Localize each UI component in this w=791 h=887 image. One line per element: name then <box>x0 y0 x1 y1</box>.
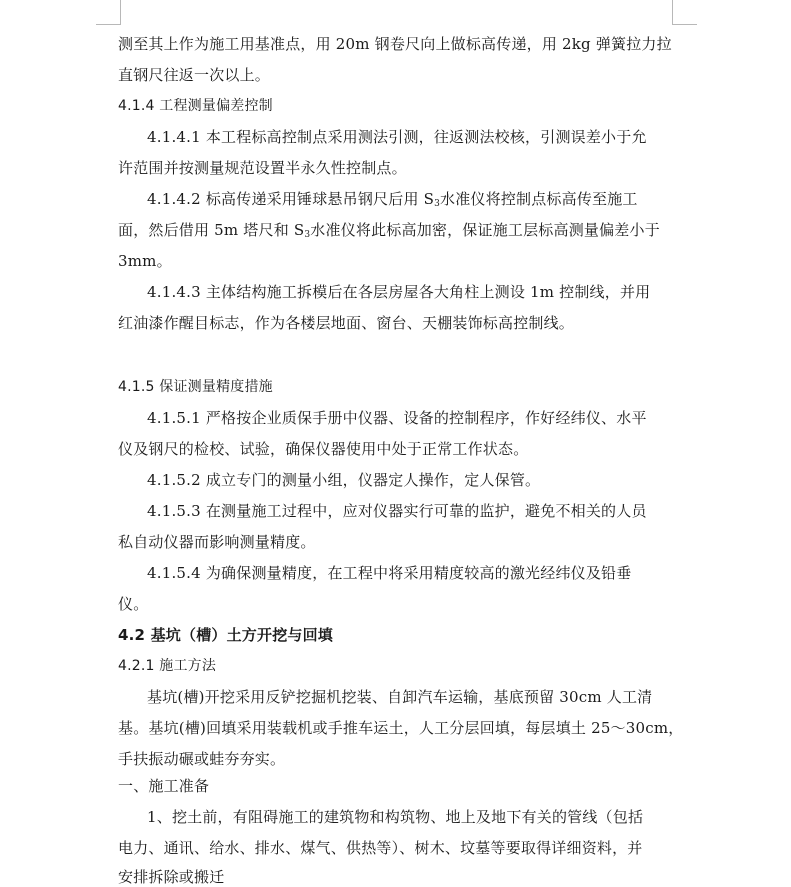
paragraph-line: 测至其上作为施工用基准点，用 20m 钢卷尺向上做标高传递，用 2kg 弹簧拉力拉 <box>118 35 672 53</box>
subscript: 3 <box>434 199 441 209</box>
paragraph-line: 私自动仪器而影响测量精度。 <box>118 533 316 551</box>
paragraph-line: 4.1.5.2 成立专门的测量小组，仪器定人操作，定人保管。 <box>147 471 541 489</box>
paragraph-line: 红油漆作醒目标志，作为各楼层地面、窗台、天棚装饰标高控制线。 <box>118 314 575 332</box>
paragraph-line: 手扶振动碾或蛙夯夯实。 <box>118 750 286 768</box>
paragraph-line: 4.1.5.1 严格按企业质保手册中仪器、设备的控制程序，作好经纬仪、水平 <box>147 409 647 427</box>
text-run: 水准仪将此标高加密，保证施工层标高测量偏差小于 <box>310 221 660 239</box>
subscript: 3 <box>304 230 311 240</box>
paragraph-line: 4.1.5.4 为确保测量精度，在工程中将采用精度较高的激光经纬仪及铅垂 <box>147 564 632 582</box>
chapter-heading: 4.2 基坑（槽）土方开挖与回填 <box>118 626 333 644</box>
paragraph-line: 1、挖土前，有阻碍施工的建筑物和构筑物、地上及地下有关的管线（包括 <box>147 808 644 826</box>
paragraph-line: 电力、通讯、给水、排水、煤气、供热等）、树木、坟墓等要取得详细资料，并 <box>118 839 643 857</box>
paragraph-line: 4.1.5.3 在测量施工过程中，应对仪器实行可靠的监护，避免不相关的人员 <box>147 502 647 520</box>
paragraph-line: 4.1.4.1 本工程标高控制点采用测法引测，往返测法校核，引测误差小于允 <box>147 128 647 146</box>
paragraph-line: 安排拆除或搬迁 <box>118 868 225 886</box>
paragraph-line: 基。基坑(槽)回填采用装载机或手推车运土，人工分层回填，每层填土 25～30cm， <box>118 719 684 737</box>
paragraph-line <box>118 220 660 240</box>
section-heading: 4.1.4 工程测量偏差控制 <box>118 98 273 114</box>
paragraph-line: 仪。 <box>118 595 149 613</box>
text-run: 水准仪将控制点标高传至施工 <box>440 190 638 208</box>
list-heading: 一、施工准备 <box>118 777 210 795</box>
section-heading: 4.2.1 施工方法 <box>118 658 217 674</box>
paragraph-line: 仪及钢尺的检校、试验，确保仪器使用中处于正常工作状态。 <box>118 440 529 458</box>
text-run: 4.1.4.2 标高传递采用锤球悬吊钢尺后用 S <box>147 190 435 208</box>
paragraph-line <box>147 189 638 209</box>
text-run: 面，然后借用 5m 塔尺和 S <box>118 221 305 239</box>
paragraph-line: 直钢尺往返一次以上。 <box>118 66 271 84</box>
paragraph-line: 4.1.4.3 主体结构施工拆模后在各层房屋各大角柱上测设 1m 控制线，并用 <box>147 283 651 301</box>
paragraph-line: 许范围并按测量规范设置半永久性控制点。 <box>118 159 407 177</box>
paragraph-line: 基坑(槽)开挖采用反铲挖掘机挖装、自卸汽车运输，基底预留 30cm 人工清 <box>147 688 653 706</box>
section-heading: 4.1.5 保证测量精度措施 <box>118 379 273 395</box>
paragraph-line: 3mm。 <box>118 252 172 270</box>
